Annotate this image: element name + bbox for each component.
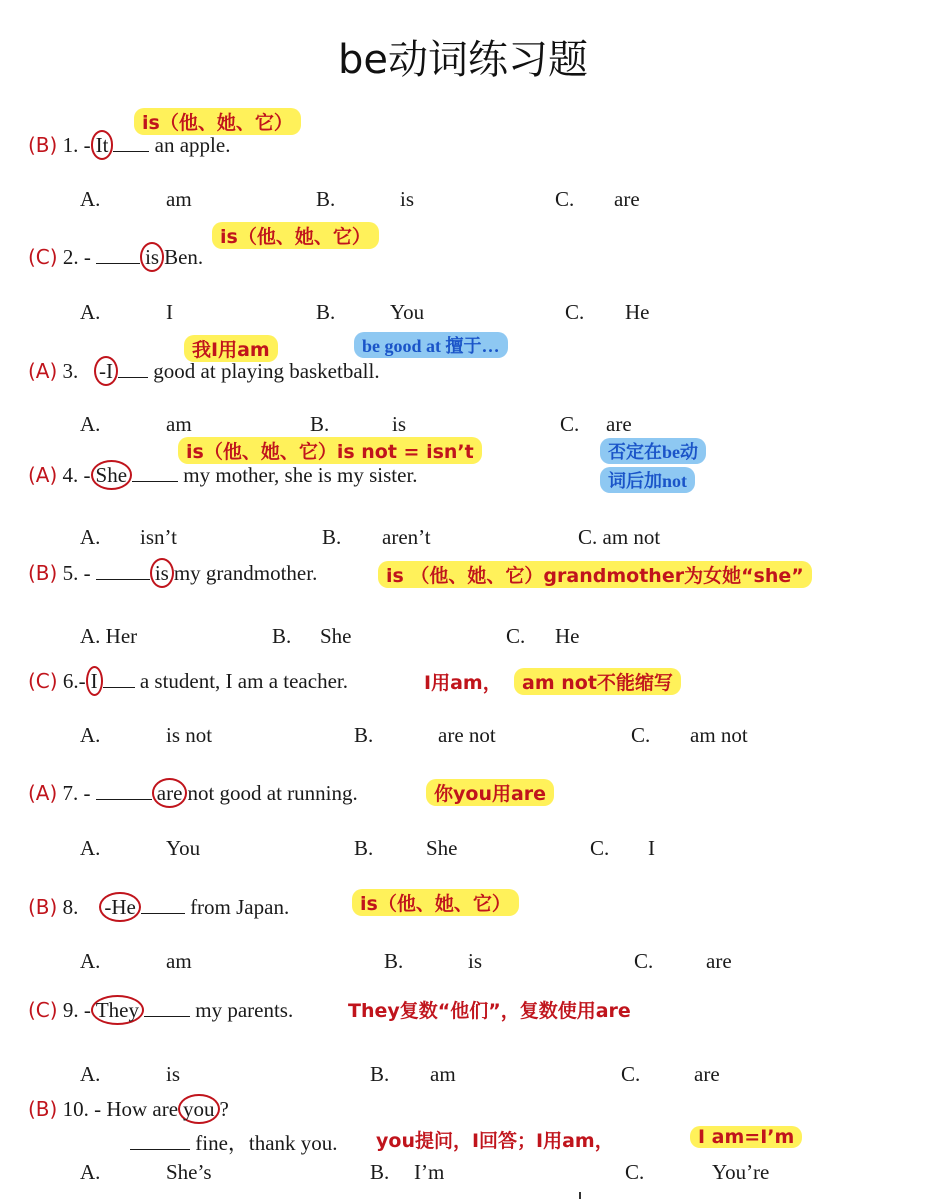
answer-blank <box>113 133 149 152</box>
circled-word: are <box>152 778 188 808</box>
answer-mark: (B) <box>28 895 58 919</box>
question-8: (B) 8. -He from Japan. <box>28 892 289 922</box>
page-mark <box>579 1192 581 1199</box>
note: I am=I’m <box>690 1126 802 1148</box>
note: I用am， <box>424 672 502 694</box>
answer-blank <box>141 895 185 914</box>
question-9: (C) 9. - They my parents. <box>28 995 293 1025</box>
note: 你you用are <box>426 779 554 806</box>
answer-blank <box>132 463 178 482</box>
answer-blank <box>118 359 148 378</box>
circled-word: I <box>86 666 103 696</box>
note-blue: be good at 擅于… <box>354 332 508 358</box>
option-row: A. <box>80 187 101 211</box>
answer-mark: (C) <box>28 669 58 693</box>
note: you提问，I回答；I用am， <box>376 1130 614 1152</box>
answer-blank <box>130 1131 190 1150</box>
question-6: (C) 6.- I a student, I am a teacher. <box>28 666 348 696</box>
question-10: (B) 10. - How are you ? <box>28 1094 229 1124</box>
answer-mark: (B) <box>28 133 58 157</box>
answer-mark: (A) <box>28 463 58 487</box>
answer-mark: (B) <box>28 561 58 585</box>
answer-blank <box>144 998 190 1017</box>
note: is（他、她、它） <box>212 222 379 249</box>
circled-word: is <box>140 242 164 272</box>
answer-blank <box>103 669 135 688</box>
note-blue: 否定在be动 <box>600 438 706 464</box>
circled-word: you <box>178 1094 220 1124</box>
answer-blank <box>96 561 150 580</box>
question-5: (B) 5. - is my grandmother. <box>28 558 317 588</box>
circled-word: It <box>91 130 114 160</box>
answer-mark: (B) <box>28 1097 58 1121</box>
note: is （他、她、它）grandmother为女她“she” <box>378 561 812 588</box>
circled-word: -I <box>94 356 118 386</box>
note: They复数“他们”，复数使用are <box>348 1000 631 1022</box>
answer-mark: (C) <box>28 245 58 269</box>
question-2: (C) 2. - is Ben. <box>28 242 203 272</box>
circled-word: -He <box>99 892 140 922</box>
question-3: (A) 3. -I good at playing basketball. <box>28 356 380 386</box>
note: am not不能缩写 <box>514 668 681 695</box>
note: is（他、她、它） <box>134 108 301 135</box>
question-4: (A) 4. - She my mother, she is my sister. <box>28 460 418 490</box>
answer-mark: (A) <box>28 359 58 383</box>
question-1: (B) 1. - It an apple. <box>28 130 230 160</box>
answer-blank <box>96 245 140 264</box>
note: is（他、她、它）is not = isn’t <box>178 437 482 464</box>
circled-word: She <box>91 460 133 490</box>
note: is（他、她、它） <box>352 889 519 916</box>
answer-mark: (A) <box>28 781 58 805</box>
note-blue: 词后加not <box>600 467 695 493</box>
circled-word: They <box>91 995 144 1025</box>
circled-word: is <box>150 558 174 588</box>
note: 我I用am <box>184 335 278 362</box>
page-title: be动词练习题 <box>338 37 588 83</box>
answer-mark: (C) <box>28 998 58 1022</box>
question-10-line2: fine，thank you. <box>130 1127 338 1157</box>
answer-blank <box>96 781 152 800</box>
question-7: (A) 7. - are not good at running. <box>28 778 358 808</box>
